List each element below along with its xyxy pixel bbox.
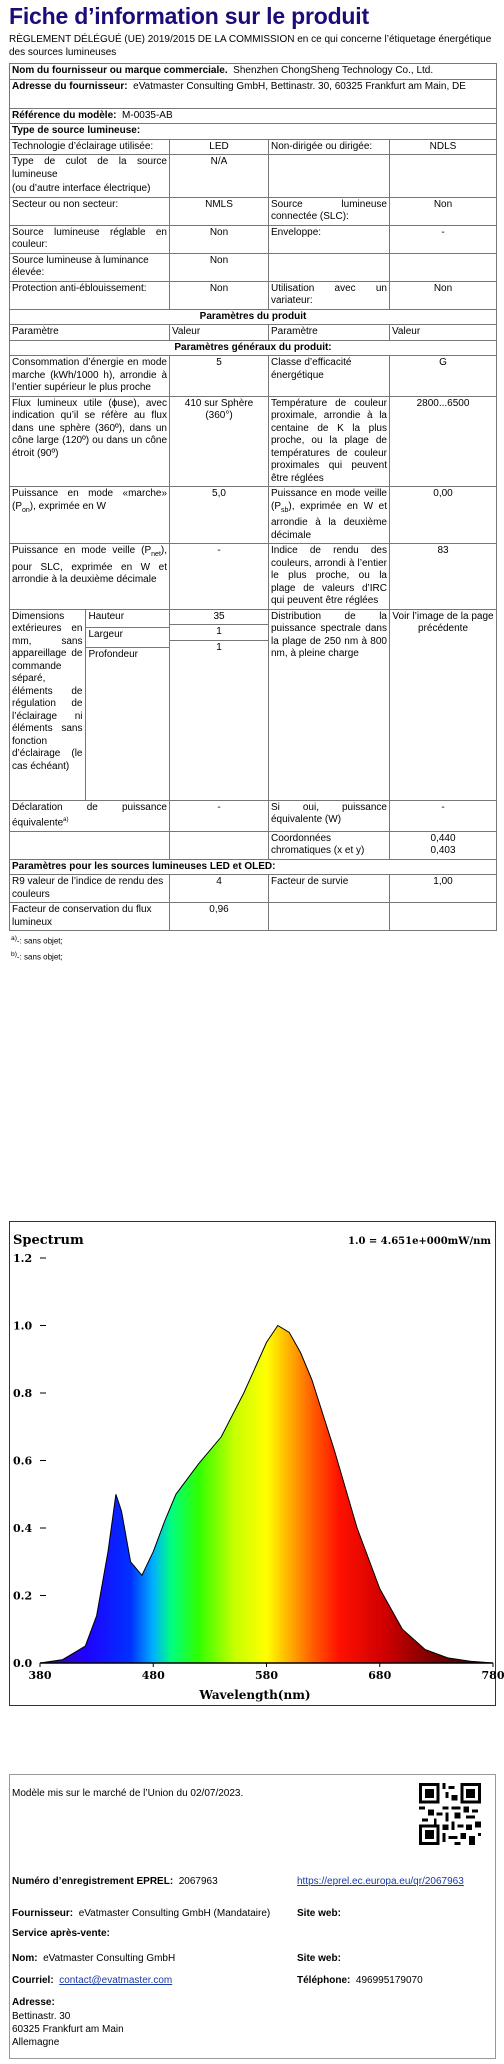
type-value: Non xyxy=(170,253,269,281)
param-label: Déclaration de puissance équivalente$^{a)}$ xyxy=(10,800,170,831)
y-tick-label: 1.0 xyxy=(13,1319,33,1333)
param-label: Facteur de conservation du flux lumineux xyxy=(10,903,170,931)
param-value: 83 xyxy=(390,544,497,610)
param-value: 1,00 xyxy=(390,875,497,903)
type-label: Non-dirigée ou dirigée: xyxy=(269,139,390,155)
email-link[interactable]: contact@evatmaster.com xyxy=(59,1975,173,1986)
aftersales-name: Nom: eVatmaster Consulting GmbH xyxy=(12,1953,176,1964)
dimension-label: Profondeur xyxy=(88,648,138,660)
model-row xyxy=(10,108,497,124)
param-label: Puissance en mode veille $(P_{sb})$, exprimée en W et arrondie à la deuxième décimale xyxy=(269,487,390,544)
led-header: Paramètres pour les sources lumineuses LED et OLED: xyxy=(10,859,497,875)
type-label: Utilisation avec un variateur: xyxy=(269,281,390,309)
param-value: Voir l’image de la page précédente xyxy=(390,609,497,800)
x-tick-label: 580 xyxy=(255,1669,278,1682)
x-tick-label: 480 xyxy=(141,1669,165,1682)
product-info-table xyxy=(9,63,497,931)
param-label: Facteur de survie xyxy=(269,875,390,903)
type-value: - xyxy=(390,225,497,253)
param-value: 5 xyxy=(170,356,269,397)
x-axis-label: Wavelength(nm) xyxy=(199,1688,311,1702)
dimensions-cell xyxy=(10,609,170,800)
param-value: 410 sur Sphère (360°) xyxy=(170,396,269,487)
aftersales-website-label: Site web: xyxy=(297,1953,341,1964)
param-label: Indice de rendu des couleurs, arrondi à l’entier le plus proche, ou la plage de valeurs d’IRC qui peuvent être réglées xyxy=(269,544,390,610)
page-title: Fiche d’information sur le produit xyxy=(9,3,369,29)
param-value: 4 xyxy=(170,875,269,903)
param-value: - xyxy=(170,544,269,610)
model-value: M-0035-AB xyxy=(122,109,173,121)
type-label: Type de culot de la source lumineuse xyxy=(10,155,170,183)
eprel-box xyxy=(9,1774,496,2059)
spectrum-svg xyxy=(10,1222,504,1705)
dimension-label: Largeur xyxy=(85,628,170,647)
x-tick-label: 780 xyxy=(481,1669,504,1682)
y-tick-label: 0.0 xyxy=(13,1657,33,1670)
spectrum-area xyxy=(40,1326,493,1664)
param-label: Consommation d’énergie en mode marche (kWh/1000 h), arrondie à l’entier supérieur le plus proche xyxy=(10,356,170,397)
eprel-supplier: Fournisseur: eVatmaster Consulting GmbH (Mandataire) xyxy=(12,1908,271,1919)
param-label: Puissance en mode «marche» $(P_{on})$, exprimée en W xyxy=(10,487,170,544)
type-label: Source lumineuse connectée (SLC): xyxy=(269,197,390,225)
param-value: 5,0 xyxy=(170,487,269,544)
param-label: Flux lumineux utile (ɸuse), avec indication qu’il se réfère au flux dans une sphère (360º), dans un cône large (120º) ou dans un cône étroit (90º) xyxy=(10,396,170,487)
address-label: Adresse: xyxy=(12,1997,55,2008)
y-tick-label: 1.2 xyxy=(13,1252,33,1265)
param-value: G xyxy=(390,356,497,397)
type-label: Source lumineuse réglable en couleur: xyxy=(10,225,170,253)
col-header: Valeur xyxy=(390,325,497,341)
address-line: Allemagne xyxy=(12,2037,60,2048)
type-value: Non xyxy=(170,225,269,253)
y-tick-label: 0.8 xyxy=(13,1387,33,1400)
dimension-label: Hauteur xyxy=(85,610,170,628)
supplier-row xyxy=(10,64,497,80)
type-value: NMLS xyxy=(170,197,269,225)
type-label: Source lumineuse à luminance élevée: xyxy=(10,253,170,281)
param-value: 0,00 xyxy=(390,487,497,544)
type-value: Non xyxy=(390,197,497,225)
param-value: - xyxy=(390,800,497,831)
general-header: Paramètres généraux du produit: xyxy=(10,340,497,356)
spectrum-title: Spectrum xyxy=(13,1233,84,1248)
address-row xyxy=(10,79,497,108)
type-value: NDLS xyxy=(390,139,497,155)
param-value: 0,440 0,403 xyxy=(390,831,497,859)
param-label: Température de couleur proximale, arrondie à la centaine de K la plus proche, ou la plage de températures de couleur proximales qui peuvent être réglées xyxy=(269,396,390,487)
y-tick-label: 0.2 xyxy=(13,1589,33,1603)
eprel-url-link[interactable]: https://eprel.ec.europa.eu/qr/2067963 xyxy=(297,1876,464,1887)
param-value: - xyxy=(170,800,269,831)
type-value: Non xyxy=(390,281,497,309)
eprel-registration: Numéro d’enregistrement EPREL: 2067963 xyxy=(12,1876,218,1887)
x-tick-label: 680 xyxy=(368,1669,392,1682)
type-value: N/A xyxy=(170,155,269,183)
model-label: Référence du modèle: xyxy=(12,109,117,121)
y-tick-label: 0.6 xyxy=(13,1454,33,1468)
param-label: Si oui, puissance équivalente (W) xyxy=(269,800,390,831)
address-line: 60325 Frankfurt am Main xyxy=(12,2024,124,2035)
supplier-label: Nom du fournisseur ou marque commerciale. xyxy=(12,65,228,76)
supplier-value: Shenzhen ChongSheng Technology Co., Ltd. xyxy=(233,65,434,76)
dimension-value: 1 xyxy=(216,641,222,653)
dimension-value: 1 xyxy=(170,625,268,641)
y-tick-label: 0.4 xyxy=(13,1522,33,1535)
spectrum-scale: 1.0 = 4.651e+000mW/nm xyxy=(348,1236,491,1247)
footnote: $^{b)}$-: sans objet; xyxy=(11,950,63,962)
qr-code xyxy=(419,1783,481,1845)
params-header: Paramètres du produit xyxy=(10,309,497,325)
param-label: Puissance en mode veille $(P_{net})$, pour SLC, exprimée en W et arrondie à la deuxième décimale xyxy=(10,544,170,610)
address-line: Bettinastr. 30 xyxy=(12,2011,71,2022)
eprel-website-label: Site web: xyxy=(297,1908,341,1919)
footnote: $^{a)}$-: sans objet; xyxy=(11,935,63,946)
type-label: Protection anti-éblouissement: xyxy=(10,281,170,309)
aftersales-email: Courriel: contact@evatmaster.com xyxy=(12,1975,173,1986)
type-label: (ou d’autre interface électrique) xyxy=(10,182,170,197)
dimension-value: 35 xyxy=(170,610,268,626)
param-label: Dimensions extérieures en mm, sans appareillage de commande séparé, éléments de régulation de l’éclairage ni éléments sans fonction d’éclairage (le cas échéant) xyxy=(10,610,85,800)
x-tick-label: 380 xyxy=(28,1669,52,1682)
address-value: eVatmaster Consulting GmbH, Bettinastr. 30, 60325 Frankfurt am Main, DE xyxy=(133,80,466,92)
address-label: Adresse du fournisseur: xyxy=(12,80,128,92)
col-header: Paramètre xyxy=(10,325,170,341)
dimension-values xyxy=(170,609,269,800)
regulation-text: RÈGLEMENT DÉLÉGUÉ (UE) 2019/2015 DE LA COMMISSION en ce qui concerne l’étiquetage énergétique des sources lumineuses xyxy=(9,34,492,58)
type-header: Type de source lumineuse: xyxy=(10,124,497,140)
col-header: Valeur xyxy=(170,325,269,341)
type-label: Enveloppe: xyxy=(269,225,390,253)
param-label: R9 valeur de l’indice de rendu des couleurs xyxy=(10,875,170,903)
col-header: Paramètre xyxy=(269,325,390,341)
param-label: Coordonnées chromatiques (x et y) xyxy=(269,831,390,859)
type-label: Technologie d’éclairage utilisée: xyxy=(10,139,170,155)
type-value: LED xyxy=(170,139,269,155)
aftersales-phone: Téléphone: 496995179070 xyxy=(297,1975,423,1986)
param-label: Classe d’efficacité énergétique xyxy=(269,356,390,397)
type-value: Non xyxy=(170,281,269,309)
type-label: Secteur ou non secteur: xyxy=(10,197,170,225)
market-date: Modèle mis sur le marché de l’Union du 02/07/2023. xyxy=(12,1788,244,1799)
param-label: Distribution de la puissance spectrale dans la plage de 250 nm à 800 nm, à pleine charge xyxy=(269,609,390,800)
param-value: 2800...6500 xyxy=(390,396,497,487)
param-value: 0,96 xyxy=(170,903,269,931)
spectrum-chart xyxy=(9,1221,504,1706)
aftersales-label: Service après-vente: xyxy=(12,1928,110,1939)
